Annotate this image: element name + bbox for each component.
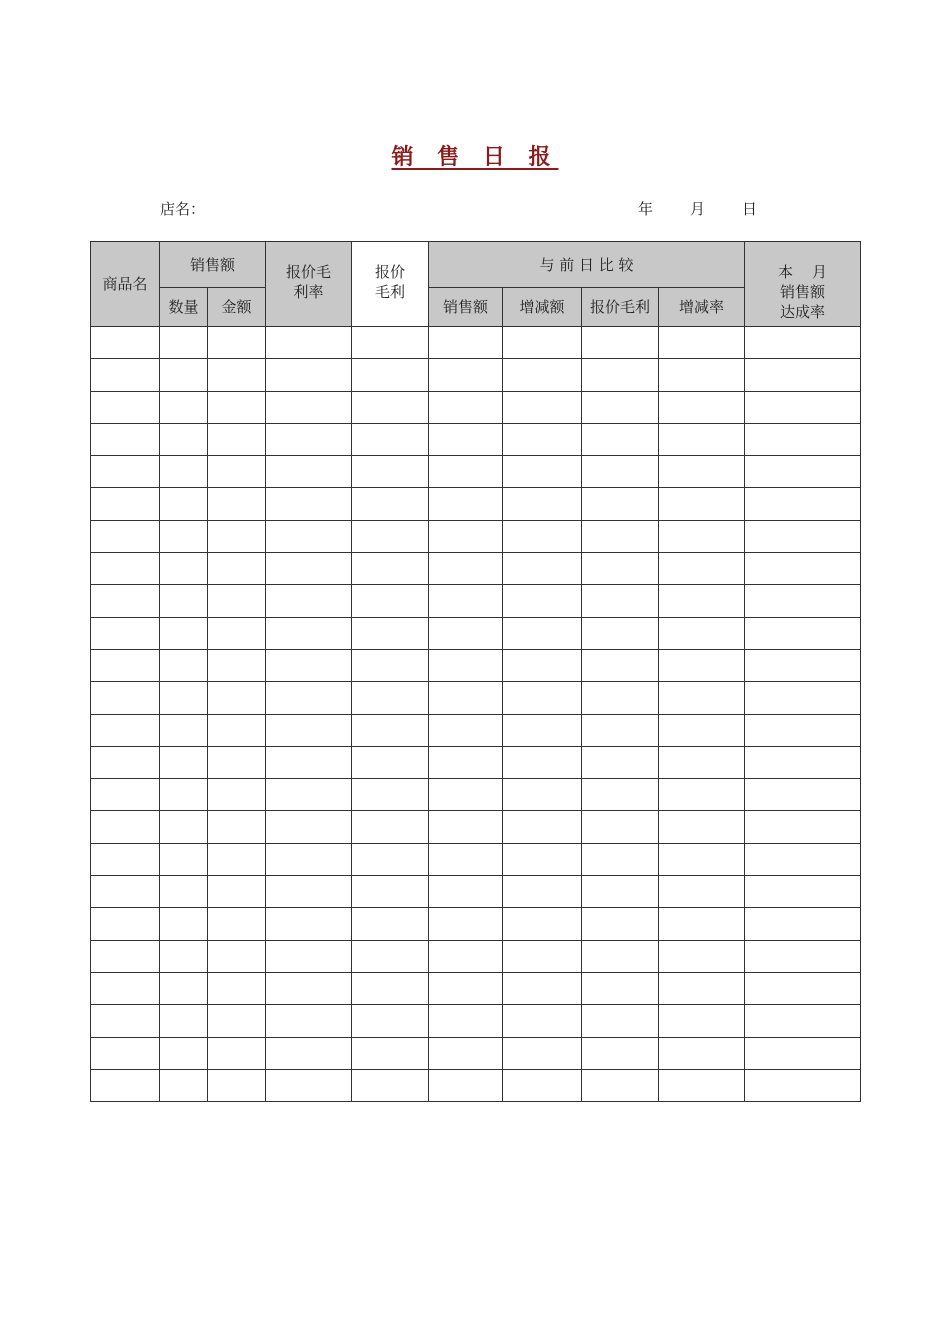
table-cell[interactable] [352, 682, 429, 714]
table-cell[interactable] [160, 876, 208, 908]
table-cell[interactable] [208, 553, 266, 585]
page-title: 销 售 日 报 [391, 144, 559, 170]
header-cmp-margin: 报价毛利 [582, 288, 659, 327]
table-cell[interactable] [266, 876, 352, 908]
header-cmp-sales: 销售额 [429, 288, 503, 327]
table-cell[interactable] [352, 940, 429, 972]
table-cell[interactable] [352, 456, 429, 488]
table-cell[interactable] [208, 972, 266, 1004]
table-cell[interactable] [429, 423, 503, 455]
table-cell[interactable] [266, 520, 352, 552]
table-cell[interactable] [659, 1069, 745, 1101]
table-cell[interactable] [91, 972, 160, 1004]
table-cell[interactable] [352, 359, 429, 391]
table-cell[interactable] [745, 940, 861, 972]
header-quoted-margin-line1: 报价 [375, 263, 406, 281]
table-cell[interactable] [429, 359, 503, 391]
table-cell[interactable] [208, 908, 266, 940]
table-cell[interactable] [91, 359, 160, 391]
table-cell[interactable] [503, 876, 582, 908]
table-cell[interactable] [91, 1037, 160, 1069]
table-cell[interactable] [266, 1037, 352, 1069]
table-cell[interactable] [208, 1005, 266, 1037]
table-cell[interactable] [352, 585, 429, 617]
table-cell[interactable] [582, 391, 659, 423]
table-cell[interactable] [208, 649, 266, 681]
table-cell[interactable] [208, 843, 266, 875]
header-month-achievement [745, 242, 861, 327]
header-quantity: 数量 [160, 288, 208, 327]
table-cell[interactable] [266, 908, 352, 940]
table-cell[interactable] [160, 908, 208, 940]
table-cell[interactable] [582, 940, 659, 972]
table-cell[interactable] [160, 779, 208, 811]
table-cell[interactable] [208, 779, 266, 811]
table-cell[interactable] [745, 1037, 861, 1069]
table-cell[interactable] [745, 456, 861, 488]
table-cell[interactable] [659, 972, 745, 1004]
table-cell[interactable] [160, 585, 208, 617]
table-cell[interactable] [503, 488, 582, 520]
table-cell[interactable] [429, 585, 503, 617]
table-cell[interactable] [266, 423, 352, 455]
table-cell[interactable] [503, 746, 582, 778]
table-cell[interactable] [91, 876, 160, 908]
table-cell[interactable] [266, 843, 352, 875]
table-cell[interactable] [582, 327, 659, 359]
table-cell[interactable] [582, 972, 659, 1004]
table-cell[interactable] [91, 779, 160, 811]
table-cell[interactable] [429, 1069, 503, 1101]
table-cell[interactable] [429, 391, 503, 423]
sales-report-table [90, 241, 861, 1102]
table-cell[interactable] [503, 779, 582, 811]
table-cell[interactable] [352, 488, 429, 520]
table-cell[interactable] [266, 488, 352, 520]
table-cell[interactable] [352, 714, 429, 746]
table-cell[interactable] [352, 423, 429, 455]
table-cell[interactable] [429, 1005, 503, 1037]
table-cell[interactable] [352, 843, 429, 875]
table-cell[interactable] [745, 746, 861, 778]
table-cell[interactable] [745, 972, 861, 1004]
table-cell[interactable] [91, 327, 160, 359]
table-cell[interactable] [91, 843, 160, 875]
table-cell[interactable] [160, 1069, 208, 1101]
table-cell[interactable] [91, 811, 160, 843]
table-row [91, 746, 861, 778]
table-cell[interactable] [582, 456, 659, 488]
table-cell[interactable] [745, 1005, 861, 1037]
table-cell[interactable] [266, 779, 352, 811]
table-cell[interactable] [659, 423, 745, 455]
report-body [91, 327, 861, 1102]
header-quoted-margin-rate [266, 242, 352, 327]
table-cell[interactable] [160, 811, 208, 843]
header-sales-amount: 销售额 [160, 242, 266, 288]
table-cell[interactable] [745, 1069, 861, 1101]
table-cell[interactable] [503, 1069, 582, 1101]
table-cell[interactable] [745, 779, 861, 811]
table-cell[interactable] [429, 908, 503, 940]
table-row [91, 649, 861, 681]
table-row [91, 585, 861, 617]
table-cell[interactable] [266, 649, 352, 681]
table-cell[interactable] [503, 617, 582, 649]
table-cell[interactable] [503, 327, 582, 359]
table-cell[interactable] [352, 520, 429, 552]
table-cell[interactable] [91, 456, 160, 488]
table-cell[interactable] [160, 520, 208, 552]
date-year-label: 年 [638, 200, 654, 218]
table-row [91, 617, 861, 649]
table-cell[interactable] [745, 649, 861, 681]
table-cell[interactable] [503, 908, 582, 940]
table-cell[interactable] [745, 327, 861, 359]
table-cell[interactable] [160, 553, 208, 585]
table-cell[interactable] [582, 359, 659, 391]
table-cell[interactable] [503, 972, 582, 1004]
table-cell[interactable] [659, 1037, 745, 1069]
table-cell[interactable] [208, 520, 266, 552]
table-cell[interactable] [429, 488, 503, 520]
table-cell[interactable] [208, 1037, 266, 1069]
table-cell[interactable] [659, 391, 745, 423]
header-quoted-margin-rate-line2: 利率 [293, 283, 324, 301]
table-cell[interactable] [160, 1037, 208, 1069]
table-cell[interactable] [659, 876, 745, 908]
table-cell[interactable] [429, 876, 503, 908]
table-cell[interactable] [266, 811, 352, 843]
table-row [91, 423, 861, 455]
table-cell[interactable] [582, 811, 659, 843]
table-cell[interactable] [582, 488, 659, 520]
table-cell[interactable] [208, 714, 266, 746]
table-cell[interactable] [208, 1069, 266, 1101]
table-cell[interactable] [659, 649, 745, 681]
store-name-label: 店名： [160, 200, 206, 218]
table-row [91, 876, 861, 908]
table-cell[interactable] [659, 553, 745, 585]
table-cell[interactable] [429, 456, 503, 488]
table-cell[interactable] [659, 779, 745, 811]
table-cell[interactable] [503, 649, 582, 681]
table-cell[interactable] [582, 876, 659, 908]
table-row [91, 811, 861, 843]
table-cell[interactable] [582, 423, 659, 455]
table-row [91, 488, 861, 520]
table-cell[interactable] [266, 327, 352, 359]
table-cell[interactable] [582, 843, 659, 875]
table-cell[interactable] [745, 391, 861, 423]
table-cell[interactable] [745, 553, 861, 585]
table-row [91, 1005, 861, 1037]
table-row [91, 940, 861, 972]
table-row [91, 553, 861, 585]
table-cell[interactable] [503, 1005, 582, 1037]
table-cell[interactable] [352, 617, 429, 649]
table-cell[interactable] [352, 972, 429, 1004]
table-cell[interactable] [745, 585, 861, 617]
header-compare-prev-day: 与 前 日 比 较 [429, 242, 745, 288]
table-cell[interactable] [208, 940, 266, 972]
header-quoted-margin-line2: 毛利 [375, 283, 406, 301]
table-row [91, 843, 861, 875]
table-cell[interactable] [266, 1069, 352, 1101]
table-cell[interactable] [160, 682, 208, 714]
table-cell[interactable] [208, 617, 266, 649]
table-cell[interactable] [659, 746, 745, 778]
table-cell[interactable] [503, 811, 582, 843]
table-row [91, 520, 861, 552]
table-cell[interactable] [745, 423, 861, 455]
table-cell[interactable] [208, 423, 266, 455]
table-cell[interactable] [582, 585, 659, 617]
table-row [91, 972, 861, 1004]
table-cell[interactable] [745, 359, 861, 391]
table-cell[interactable] [659, 940, 745, 972]
table-cell[interactable] [582, 617, 659, 649]
table-cell[interactable] [266, 972, 352, 1004]
table-cell[interactable] [503, 423, 582, 455]
table-cell[interactable] [266, 617, 352, 649]
table-cell[interactable] [582, 746, 659, 778]
table-cell[interactable] [429, 649, 503, 681]
table-cell[interactable] [429, 553, 503, 585]
table-row [91, 391, 861, 423]
table-cell[interactable] [91, 585, 160, 617]
table-cell[interactable] [266, 1005, 352, 1037]
header-month-line2: 销售额 [780, 283, 826, 301]
table-cell[interactable] [160, 940, 208, 972]
table-cell[interactable] [429, 972, 503, 1004]
table-cell[interactable] [91, 940, 160, 972]
table-cell[interactable] [266, 682, 352, 714]
table-cell[interactable] [352, 553, 429, 585]
table-cell[interactable] [91, 423, 160, 455]
table-cell[interactable] [208, 746, 266, 778]
table-cell[interactable] [91, 908, 160, 940]
table-cell[interactable] [429, 779, 503, 811]
table-cell[interactable] [582, 682, 659, 714]
table-cell[interactable] [352, 908, 429, 940]
table-cell[interactable] [503, 843, 582, 875]
table-cell[interactable] [503, 940, 582, 972]
table-cell[interactable] [659, 682, 745, 714]
table-cell[interactable] [582, 714, 659, 746]
header-amount: 金额 [208, 288, 266, 327]
table-cell[interactable] [266, 553, 352, 585]
table-cell[interactable] [659, 327, 745, 359]
table-cell[interactable] [352, 746, 429, 778]
header-month-line1: 本 月 [777, 263, 828, 281]
table-row [91, 456, 861, 488]
table-cell[interactable] [503, 553, 582, 585]
header-quoted-margin-rate-line1: 报价毛 [286, 263, 332, 281]
table-cell[interactable] [91, 553, 160, 585]
table-cell[interactable] [503, 520, 582, 552]
table-row [91, 908, 861, 940]
table-cell[interactable] [429, 1037, 503, 1069]
table-cell[interactable] [745, 908, 861, 940]
table-cell[interactable] [160, 714, 208, 746]
table-cell[interactable] [429, 811, 503, 843]
table-cell[interactable] [208, 327, 266, 359]
table-cell[interactable] [352, 649, 429, 681]
table-cell[interactable] [160, 327, 208, 359]
table-cell[interactable] [160, 972, 208, 1004]
table-cell[interactable] [266, 746, 352, 778]
table-cell[interactable] [266, 456, 352, 488]
table-cell[interactable] [659, 843, 745, 875]
table-cell[interactable] [429, 843, 503, 875]
table-cell[interactable] [91, 1069, 160, 1101]
table-cell[interactable] [91, 1005, 160, 1037]
table-cell[interactable] [659, 714, 745, 746]
table-cell[interactable] [266, 585, 352, 617]
table-cell[interactable] [745, 843, 861, 875]
table-cell[interactable] [160, 1005, 208, 1037]
table-cell[interactable] [160, 649, 208, 681]
table-cell[interactable] [582, 1005, 659, 1037]
table-cell[interactable] [582, 1037, 659, 1069]
table-row [91, 682, 861, 714]
table-cell[interactable] [160, 423, 208, 455]
table-cell[interactable] [429, 520, 503, 552]
table-cell[interactable] [91, 746, 160, 778]
table-row [91, 1069, 861, 1101]
header-product-name: 商品名 [91, 242, 160, 327]
table-cell[interactable] [582, 553, 659, 585]
table-cell[interactable] [503, 682, 582, 714]
table-cell[interactable] [659, 1005, 745, 1037]
table-cell[interactable] [503, 391, 582, 423]
table-cell[interactable] [659, 908, 745, 940]
header-cmp-sales-change: 增减额 [503, 288, 582, 327]
table-cell[interactable] [503, 585, 582, 617]
table-cell[interactable] [659, 488, 745, 520]
date-field [638, 198, 757, 219]
table-cell[interactable] [160, 359, 208, 391]
table-cell[interactable] [659, 811, 745, 843]
header-month-line3: 达成率 [780, 303, 826, 321]
table-row [91, 1037, 861, 1069]
table-cell[interactable] [352, 811, 429, 843]
table-cell[interactable] [208, 585, 266, 617]
table-cell[interactable] [160, 391, 208, 423]
table-cell[interactable] [160, 746, 208, 778]
table-cell[interactable] [352, 327, 429, 359]
table-cell[interactable] [745, 617, 861, 649]
table-cell[interactable] [160, 617, 208, 649]
header-quoted-margin [352, 242, 429, 327]
table-cell[interactable] [208, 359, 266, 391]
table-row [91, 359, 861, 391]
table-cell[interactable] [745, 811, 861, 843]
table-cell[interactable] [745, 714, 861, 746]
table-cell[interactable] [91, 391, 160, 423]
header-cmp-change-rate: 增减率 [659, 288, 745, 327]
table-cell[interactable] [352, 1005, 429, 1037]
table-row [91, 327, 861, 359]
table-cell[interactable] [582, 649, 659, 681]
table-cell[interactable] [429, 940, 503, 972]
table-cell[interactable] [503, 714, 582, 746]
table-cell[interactable] [745, 488, 861, 520]
table-cell[interactable] [745, 682, 861, 714]
table-row [91, 779, 861, 811]
table-cell[interactable] [352, 1037, 429, 1069]
table-cell[interactable] [91, 682, 160, 714]
table-cell[interactable] [208, 488, 266, 520]
table-cell[interactable] [208, 391, 266, 423]
table-cell[interactable] [91, 649, 160, 681]
table-cell[interactable] [429, 327, 503, 359]
table-cell[interactable] [503, 456, 582, 488]
table-cell[interactable] [352, 391, 429, 423]
table-cell[interactable] [352, 876, 429, 908]
table-cell[interactable] [266, 391, 352, 423]
table-cell[interactable] [429, 682, 503, 714]
table-cell[interactable] [160, 488, 208, 520]
table-cell[interactable] [91, 714, 160, 746]
table-cell[interactable] [429, 714, 503, 746]
table-cell[interactable] [503, 1037, 582, 1069]
table-cell[interactable] [208, 811, 266, 843]
table-cell[interactable] [582, 908, 659, 940]
table-cell[interactable] [659, 520, 745, 552]
table-cell[interactable] [659, 617, 745, 649]
table-cell[interactable] [745, 520, 861, 552]
table-row [91, 714, 861, 746]
table-cell[interactable] [266, 940, 352, 972]
table-cell[interactable] [266, 714, 352, 746]
table-cell[interactable] [160, 456, 208, 488]
table-cell[interactable] [429, 617, 503, 649]
table-cell[interactable] [91, 488, 160, 520]
table-cell[interactable] [745, 876, 861, 908]
table-cell[interactable] [91, 617, 160, 649]
table-cell[interactable] [91, 520, 160, 552]
table-cell[interactable] [208, 876, 266, 908]
table-cell[interactable] [266, 359, 352, 391]
table-cell[interactable] [582, 779, 659, 811]
table-cell[interactable] [503, 359, 582, 391]
table-cell[interactable] [208, 456, 266, 488]
table-cell[interactable] [659, 359, 745, 391]
table-cell[interactable] [429, 746, 503, 778]
table-cell[interactable] [208, 682, 266, 714]
table-cell[interactable] [352, 779, 429, 811]
table-cell[interactable] [582, 520, 659, 552]
table-cell[interactable] [160, 843, 208, 875]
date-month-label: 月 [690, 200, 706, 218]
table-cell[interactable] [659, 585, 745, 617]
table-cell[interactable] [582, 1069, 659, 1101]
table-cell[interactable] [659, 456, 745, 488]
table-cell[interactable] [352, 1069, 429, 1101]
date-day-label: 日 [742, 200, 758, 218]
